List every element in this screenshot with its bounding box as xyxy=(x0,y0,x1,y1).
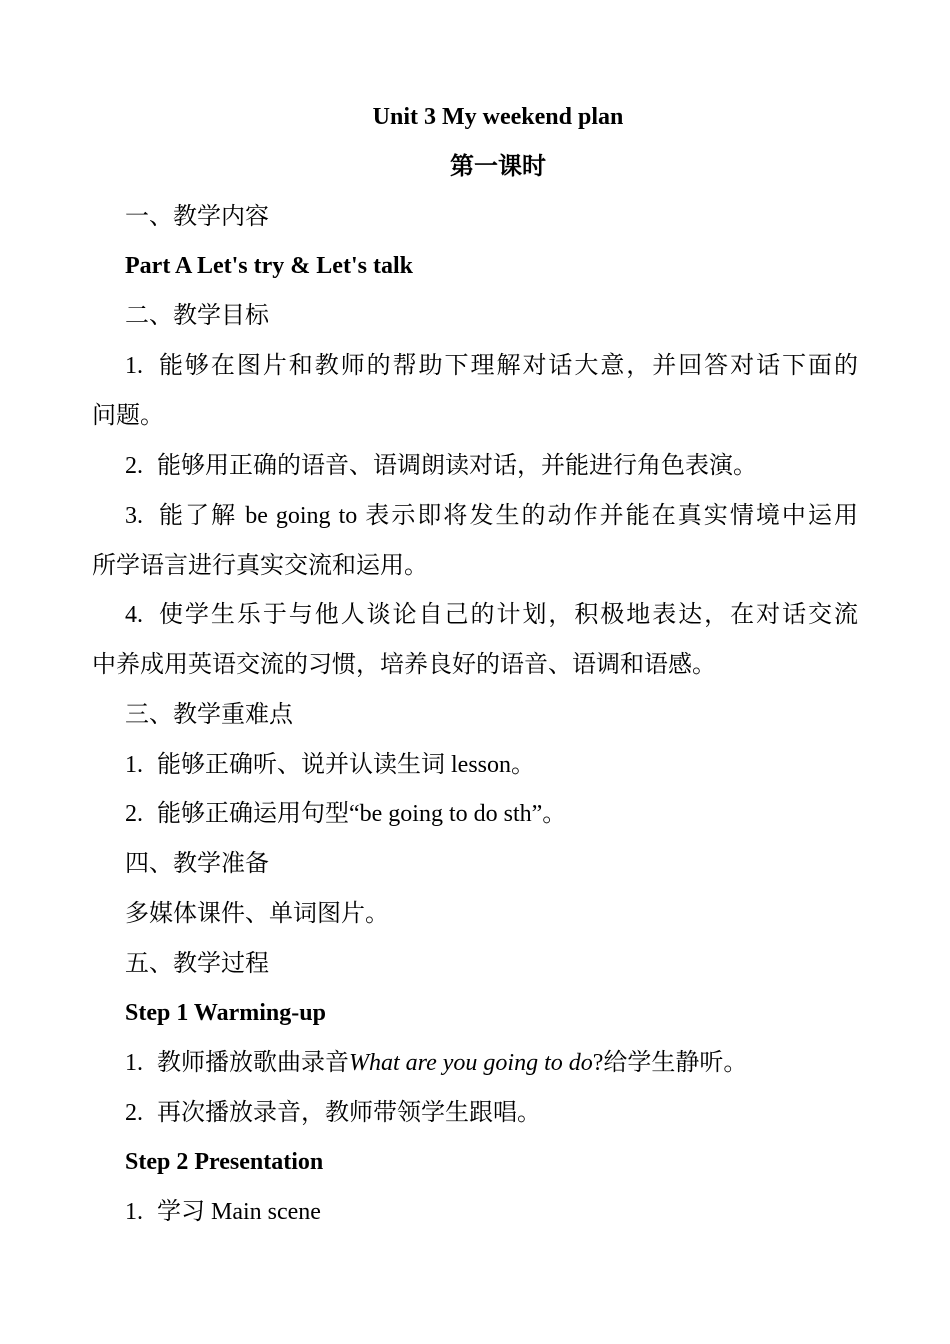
step-item-text: 再次播放录音，教师带领学生跟唱。 xyxy=(157,1100,541,1126)
step-item-number: 2. xyxy=(125,1100,143,1126)
objective-item-1-cont: 问题。 xyxy=(92,403,164,429)
objective-number: 2. xyxy=(125,453,143,479)
step-1-title: Step 1 Warming-up xyxy=(125,1000,326,1026)
key-point-text: 能够正确运用句型“be going to do sth”。 xyxy=(157,801,567,827)
objective-item-1 xyxy=(125,350,858,382)
key-point-item-1 xyxy=(125,749,535,781)
step-1-item-2 xyxy=(125,1097,541,1129)
section-content-text: Part A Let's try & Let's talk xyxy=(125,253,413,279)
objective-text: 能够在图片和教师的帮助下理解对话大意，并回答对话下面的 xyxy=(157,353,858,379)
objective-number: 3. xyxy=(125,503,143,529)
step-2-title: Step 2 Presentation xyxy=(125,1149,324,1175)
objective-item-2 xyxy=(125,450,757,482)
step-item-text-end: ?给学生静听。 xyxy=(592,1050,748,1076)
section-heading-key-points: 三、教学重难点 xyxy=(125,702,293,728)
section-heading-process: 五、教学过程 xyxy=(125,951,269,977)
step-item-number: 1. xyxy=(125,1050,143,1076)
step-item-text: 教师播放歌曲录音 xyxy=(157,1050,349,1076)
objective-item-4-cont: 中养成用英语交流的习惯，培养良好的语音、语调和语感。 xyxy=(92,652,716,678)
section-heading-content: 一、教学内容 xyxy=(125,204,269,230)
key-point-number: 2. xyxy=(125,801,143,827)
step-item-text: 学习 Main scene xyxy=(157,1199,321,1225)
key-point-text: 能够正确听、说并认读生词 lesson。 xyxy=(157,752,535,778)
song-title: What are you going to do xyxy=(349,1050,593,1076)
key-point-number: 1. xyxy=(125,752,143,778)
lesson-subtitle: 第一课时 xyxy=(450,154,546,180)
document-title: Unit 3 My weekend plan xyxy=(372,104,624,130)
objective-item-4 xyxy=(125,599,858,631)
preparation-text: 多媒体课件、单词图片。 xyxy=(125,901,389,927)
step-item-number: 1. xyxy=(125,1199,143,1225)
objective-item-3 xyxy=(125,500,858,532)
section-heading-preparation: 四、教学准备 xyxy=(125,851,269,877)
objective-text: 能够用正确的语音、语调朗读对话，并能进行角色表演。 xyxy=(157,453,757,479)
step-2-item-1 xyxy=(125,1196,321,1228)
step-1-item-1 xyxy=(125,1047,747,1079)
objective-number: 4. xyxy=(125,602,143,628)
section-heading-objectives: 二、教学目标 xyxy=(125,303,269,329)
objective-number: 1. xyxy=(125,353,143,379)
objective-text: 能了解 be going to 表示即将发生的动作并能在真实情境中运用 xyxy=(157,503,858,529)
key-point-item-2 xyxy=(125,798,566,830)
objective-text: 使学生乐于与他人谈论自己的计划，积极地表达，在对话交流 xyxy=(157,602,858,628)
objective-item-3-cont: 所学语言进行真实交流和运用。 xyxy=(92,553,428,579)
